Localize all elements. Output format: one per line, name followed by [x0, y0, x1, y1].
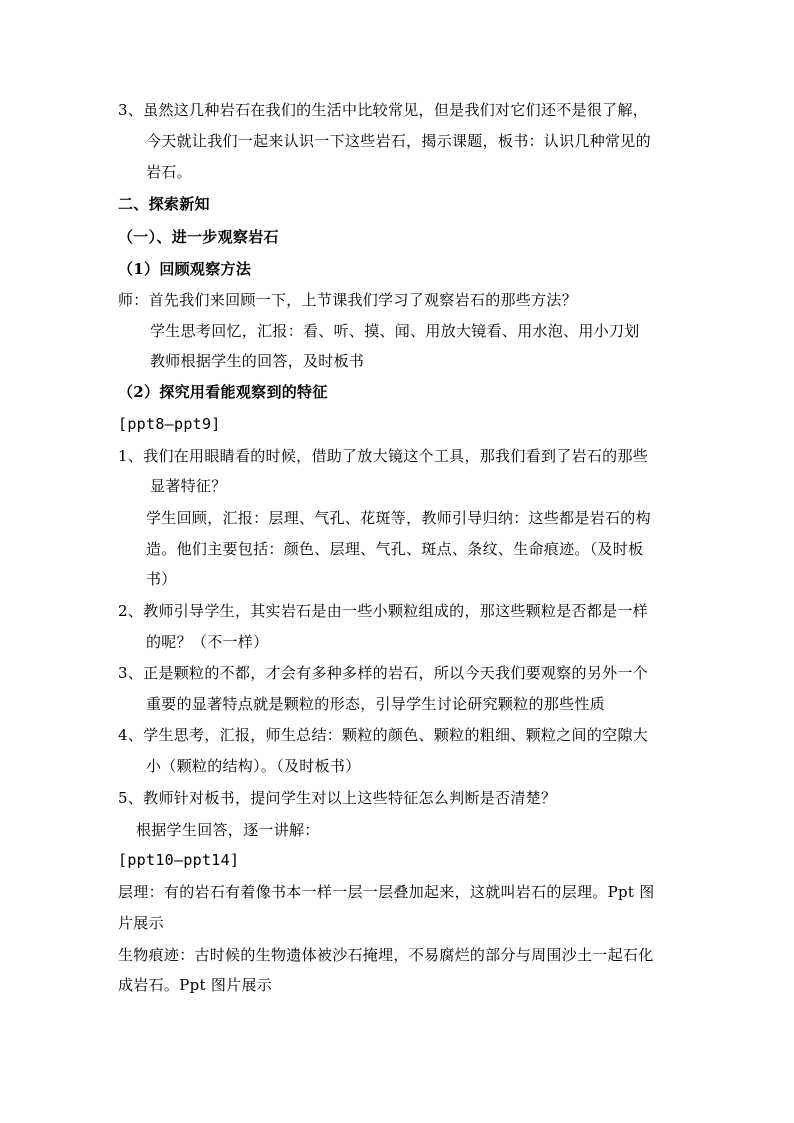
text-line-17: 2、教师引导学生，其实岩石是由一些小颗粒组成的，那这些颗粒是否都是一样 — [118, 602, 649, 620]
text-line-13: 显著特征？ — [150, 477, 227, 495]
text-line-7: 师：首先我们来回顾一下，上节课我们学习了观察岩石的那些方法？ — [118, 291, 578, 309]
text-line-20: 重要的显著特点就是颗粒的形态，引导学生讨论研究颗粒的那些性质 — [146, 695, 606, 713]
ppt-ref-8-9: [ppt8—ppt9] — [118, 415, 221, 433]
text-line-23: 5、教师针对板书，提问学生对以上这些特征怎么判断是否清楚？ — [118, 789, 557, 807]
text-line-9: 教师根据学生的回答，及时板书 — [150, 352, 365, 370]
text-line-28: 生物痕迹：古时候的生物遗体被沙石掩埋，不易腐烂的部分与周围沙土一起石化 — [118, 946, 654, 964]
text-line-16: 书） — [146, 570, 177, 588]
text-line-14: 学生回顾，汇报：层理、气孔、花斑等，教师引导归纳：这些都是岩石的构 — [146, 509, 651, 527]
text-line-24: 根据学生回答，逐一讲解： — [136, 821, 320, 839]
text-line-26: 层理：有的岩石有着像书本一样一层一层叠加起来，这就叫岩石的层理。Ppt 图 — [118, 883, 655, 901]
text-line-21: 4、学生思考，汇报，师生总结：颗粒的颜色、颗粒的粗细、颗粒之间的空隙大 — [118, 726, 649, 744]
text-line-29: 成岩石。Ppt 图片展示 — [118, 976, 273, 994]
text-line-2: 今天就让我们一起来认识一下这些岩石，揭示课题，板书：认识几种常见的 — [146, 132, 651, 150]
text-line-27: 片展示 — [118, 914, 164, 932]
text-line-22: 小（颗粒的结构）。（及时板书） — [146, 757, 361, 775]
ppt-ref-10-14: [ppt10—ppt14] — [118, 851, 240, 869]
subsection-heading-observe: （一）、进一步观察岩石 — [118, 228, 279, 246]
text-line-8: 学生思考回忆，汇报：看、听、摸、闻、用放大镜看、用水泡、用小刀划 — [150, 322, 640, 340]
text-line-3: 岩石。 — [146, 163, 192, 181]
text-line-12: 1、我们在用眼睛看的时候，借助了放大镜这个工具，那我们看到了岩石的那些 — [118, 447, 649, 465]
text-line-15: 造。他们主要包括：颜色、层理、气孔、斑点、条纹、生命痕迹。（及时板 — [146, 540, 644, 558]
text-line-19: 3、正是颗粒的不都，才会有多种多样的岩石，所以今天我们要观察的另外一个 — [118, 664, 649, 682]
subsection-heading-review: （1）回顾观察方法 — [118, 260, 252, 278]
text-line-18: 的呢？（不一样） — [146, 633, 269, 651]
section-heading-explore: 二、探索新知 — [118, 195, 210, 213]
text-line-1: 3、虽然这几种岩石在我们的生活中比较常见，但是我们对它们还不是很了解， — [118, 101, 649, 119]
subsection-heading-features: （2）探究用看能观察到的特征 — [118, 383, 328, 401]
